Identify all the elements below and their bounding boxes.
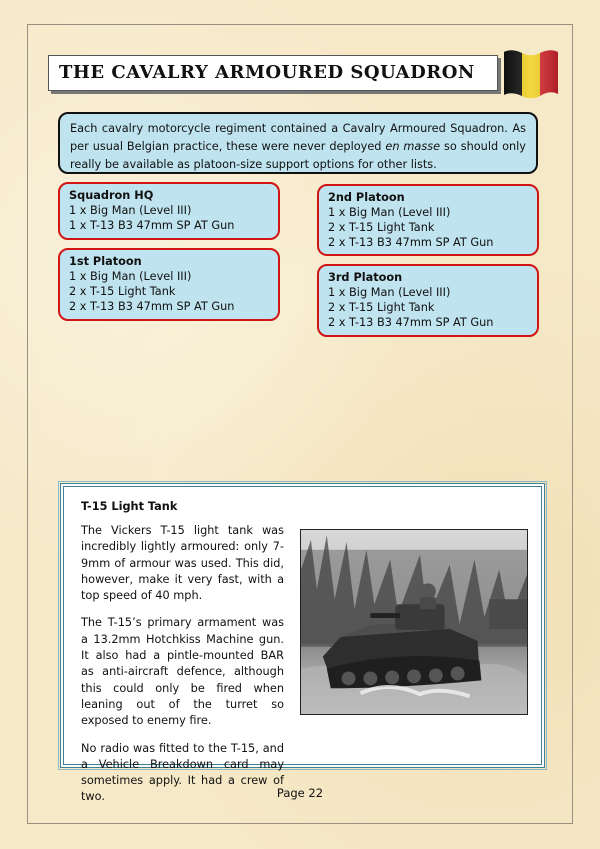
unit-line: 2 x T-15 Light Tank [328, 221, 435, 234]
intro-text: Each cavalry motorcycle regiment contained a Cavalry Armoured Squadron. As per usual Belgian practice, these were never deployed [70, 122, 526, 153]
title-banner [48, 55, 498, 91]
unit-line: 2 x T-13 B3 47mm SP AT Gun [328, 316, 494, 329]
tank-photo [300, 529, 528, 715]
unit-title: 1st Platoon [69, 255, 142, 268]
page-title: THE CAVALRY ARMOURED SQUADRON [59, 62, 475, 83]
unit-title: 3rd Platoon [328, 271, 403, 284]
intro-box [58, 112, 538, 174]
sidebar-paragraph: The Vickers T-15 light tank was incredibly lightly armoured: only 7-9mm of armour was used. This did, however, make it very fast, with a top speed of 40 mph. [81, 524, 284, 603]
page-number: Page 22 [276, 786, 324, 800]
sidebar-paragraph: The T-15’s primary armament was a 13.2mm Hotchkiss Machine gun. It also had a pintle-mounted BAR as anti-aircraft defence, although this could only be fired when leaning out of the turret so exposed to enemy fire. [81, 616, 284, 728]
sidebar-body [81, 523, 284, 817]
intro-text-end: so should only really be available as platoon-size support options for other lists. [70, 140, 526, 171]
unit-title: Squadron HQ [69, 189, 154, 202]
unit-line: 2 x T-13 B3 47mm SP AT Gun [69, 300, 235, 313]
second-platoon-box [317, 184, 539, 256]
sidebar-paragraph: No radio was fitted to the T-15, and a Vehicle Breakdown card may sometimes apply. It had a crew of two. [81, 741, 284, 804]
unit-line: 1 x T-13 B3 47mm SP AT Gun [69, 219, 235, 232]
intro-emphasis: en masse [385, 140, 441, 153]
third-platoon-box [317, 264, 539, 337]
unit-line: 1 x Big Man (Level III) [328, 206, 451, 219]
unit-line: 2 x T-15 Light Tank [328, 301, 435, 314]
squadron-hq-box [58, 182, 280, 240]
unit-line: 1 x Big Man (Level III) [69, 270, 192, 283]
unit-line: 2 x T-13 B3 47mm SP AT Gun [328, 236, 494, 249]
unit-line: 2 x T-15 Light Tank [69, 285, 176, 298]
unit-line: 1 x Big Man (Level III) [328, 286, 451, 299]
belgian-flag-icon [502, 44, 560, 100]
unit-title: 2nd Platoon [328, 191, 405, 204]
unit-line: 1 x Big Man (Level III) [69, 204, 192, 217]
sidebar-title: T-15 Light Tank [81, 500, 178, 513]
first-platoon-box [58, 248, 280, 321]
